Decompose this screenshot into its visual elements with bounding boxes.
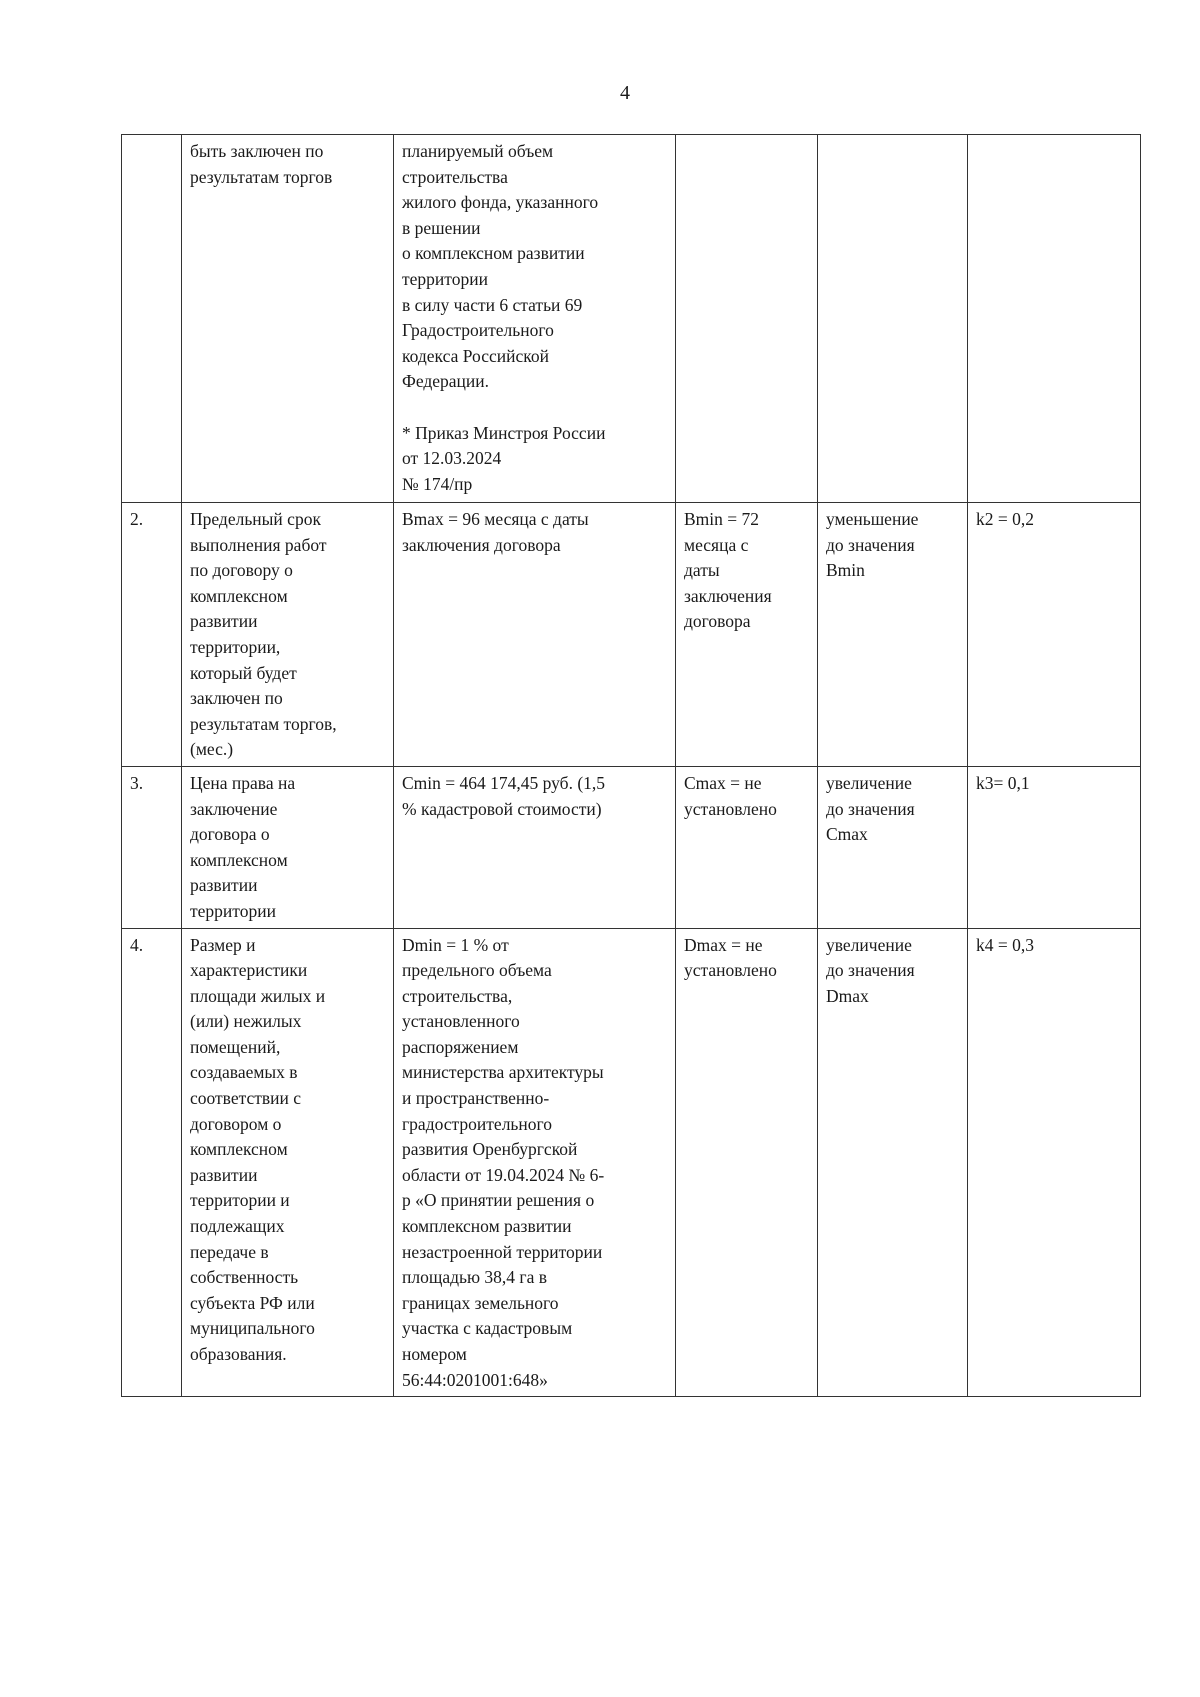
cell-text-line: в решении [402,217,481,238]
cell-text-line: от 12.03.2024 [402,448,502,469]
cell-text-line: территории и [190,1190,290,1211]
row-number-cell [122,135,182,503]
cell-text-line: до значения [826,534,915,555]
cell-text-line: результатам торгов, [190,713,337,734]
cell-text-line: распоряжением [402,1036,519,1057]
change-direction-cell [818,135,968,503]
cell-text-line: комплексном [190,585,288,606]
cell-text-line: увеличение [826,934,912,955]
change-direction-cell [818,928,968,1397]
cell-text-line: муниципального [190,1318,315,1339]
cell-text-line: Цена права на [190,772,296,793]
cell-text-line: территории [402,268,488,289]
cell-text-line: территории [190,900,276,921]
cell-text-line: месяца с [684,534,749,555]
cell-text-line: договором о [190,1113,282,1134]
cell-text-line: комплексном развитии [402,1216,572,1237]
cell-text-line [402,395,669,421]
cell-text-line: 56:44:0201001:648» [402,1369,548,1390]
cell-text-line: градостроительного [402,1113,553,1134]
cell-text: 3. [130,772,144,793]
cell-text: k3= 0,1 [976,772,1030,793]
change-direction-cell [818,766,968,928]
cell-text-line: субъекта РФ или [190,1292,315,1313]
cell-text-line: развитии [190,875,258,896]
initial-value-cell [394,766,676,928]
cell-text: k2 = 0,2 [976,509,1034,529]
cell-text-line: области от 19.04.2024 № 6- [402,1164,605,1185]
criterion-cell [182,503,394,767]
cell-text-line: увеличение [826,772,912,793]
cell-text-line: заключения [684,585,772,606]
cell-text-line: кодекса Российской [402,345,549,366]
cell-text-line: Dmin = 1 % от [402,934,509,955]
cell-text-line: который будет [190,662,297,683]
cell-text-line: Cmax [826,824,868,845]
cell-text-line: границах земельного [402,1292,559,1313]
coefficient-cell [968,503,1141,767]
cell-text-line: о комплексном развитии [402,243,585,264]
cell-text: 4. [130,934,144,955]
cell-text-line: Cmin = 464 174,45 руб. (1,5 [402,772,606,793]
cell-text-line: развитии [190,611,258,632]
cell-text-line: развитии [190,1164,258,1185]
page-number: 4 [620,82,630,104]
cell-text-line: строительства [402,166,508,187]
cell-text-line: Федерации. [402,371,490,392]
cell-text-line: территории, [190,636,281,657]
cell-text-line: Bmin [826,560,865,581]
cell-text-line: в силу части 6 статьи 69 [402,294,583,315]
cell-text-line: (мес.) [190,739,234,760]
cell-text-line: заключения договора [402,534,561,555]
cell-text: 2. [130,509,144,529]
cell-text-line: подлежащих [190,1216,285,1237]
cell-text-line: планируемый объем [402,141,554,161]
coefficient-cell [968,928,1141,1397]
cell-text-line: Размер и [190,934,256,955]
cell-text-line: * Приказ Минстроя России [402,422,606,443]
table-row [122,766,1141,928]
limit-value-cell [676,766,818,928]
cell-text-line: Bmax = 96 месяца с даты [402,509,589,529]
cell-text-line: р «О принятии решения о [402,1190,595,1211]
cell-text-line: строительства, [402,985,513,1006]
cell-text-line: характеристики [190,960,308,981]
cell-text-line: образования. [190,1344,287,1364]
cell-text-line: Bmin = 72 [684,509,760,529]
cell-text-line: до значения [826,960,915,981]
initial-value-cell [394,928,676,1397]
initial-value-cell [394,503,676,767]
cell-text-line: площадью 38,4 га в [402,1267,548,1288]
cell-text-line: Предельный срок [190,509,321,529]
cell-text-line: договора о [190,824,270,845]
cell-text-line: развития Оренбургской [402,1139,578,1160]
cell-text-line: % кадастровой стоимости) [402,798,602,819]
cell-text-line: жилого фонда, указанного [402,192,599,213]
row-number-cell [122,503,182,767]
cell-text-line: комплексном [190,1139,288,1160]
cell-text-line: площади жилых и [190,985,326,1006]
cell-text-line: заключен по [190,688,283,709]
cell-text-line: соответствии с [190,1088,302,1109]
cell-text-line: Dmax [826,985,869,1006]
cell-text-line: № 174/пр [402,473,473,494]
table-row [122,928,1141,1397]
cell-text-line: Dmax = не [684,934,763,955]
cell-text-line: участка с кадастровым [402,1318,573,1339]
cell-text-line: заключение [190,798,278,819]
row-number-cell [122,928,182,1397]
cell-text-line: даты [684,560,720,581]
criteria-table [121,134,1141,1397]
cell-text-line: установлено [684,798,777,819]
change-direction-cell [818,503,968,767]
criteria-table-body [122,135,1141,1397]
row-number-cell [122,766,182,928]
cell-text-line: создаваемых в [190,1062,298,1083]
cell-text-line: уменьшение [826,509,919,529]
cell-text-line: предельного объема [402,960,552,981]
cell-text-line: установленного [402,1011,520,1032]
cell-text-line: незастроенной территории [402,1241,603,1262]
cell-text-line: и пространственно- [402,1088,550,1109]
cell-text-line: (или) нежилых [190,1011,302,1032]
cell-text-line: договора [684,611,751,632]
cell-text-line: результатам торгов [190,166,333,187]
cell-text-line: Градостроительного [402,320,554,341]
criterion-cell [182,928,394,1397]
limit-value-cell [676,135,818,503]
cell-text-line: до значения [826,798,915,819]
cell-text-line: номером [402,1344,467,1364]
limit-value-cell [676,503,818,767]
criterion-cell [182,766,394,928]
cell-text-line: быть заключен по [190,141,324,161]
cell-text-line: выполнения работ [190,534,327,555]
limit-value-cell [676,928,818,1397]
initial-value-cell [394,135,676,503]
criterion-cell [182,135,394,503]
cell-text-line: по договору о [190,560,293,581]
coefficient-cell [968,135,1141,503]
cell-text-line: передаче в [190,1241,269,1262]
cell-text-line: установлено [684,960,777,981]
cell-text-line: помещений, [190,1036,281,1057]
cell-text-line: министерства архитектуры [402,1062,604,1083]
cell-text-line: собственность [190,1267,299,1288]
coefficient-cell [968,766,1141,928]
cell-text-line: Cmax = не [684,772,762,793]
table-row [122,135,1141,503]
table-row [122,503,1141,767]
cell-text: k4 = 0,3 [976,934,1034,955]
cell-text-line: комплексном [190,849,288,870]
